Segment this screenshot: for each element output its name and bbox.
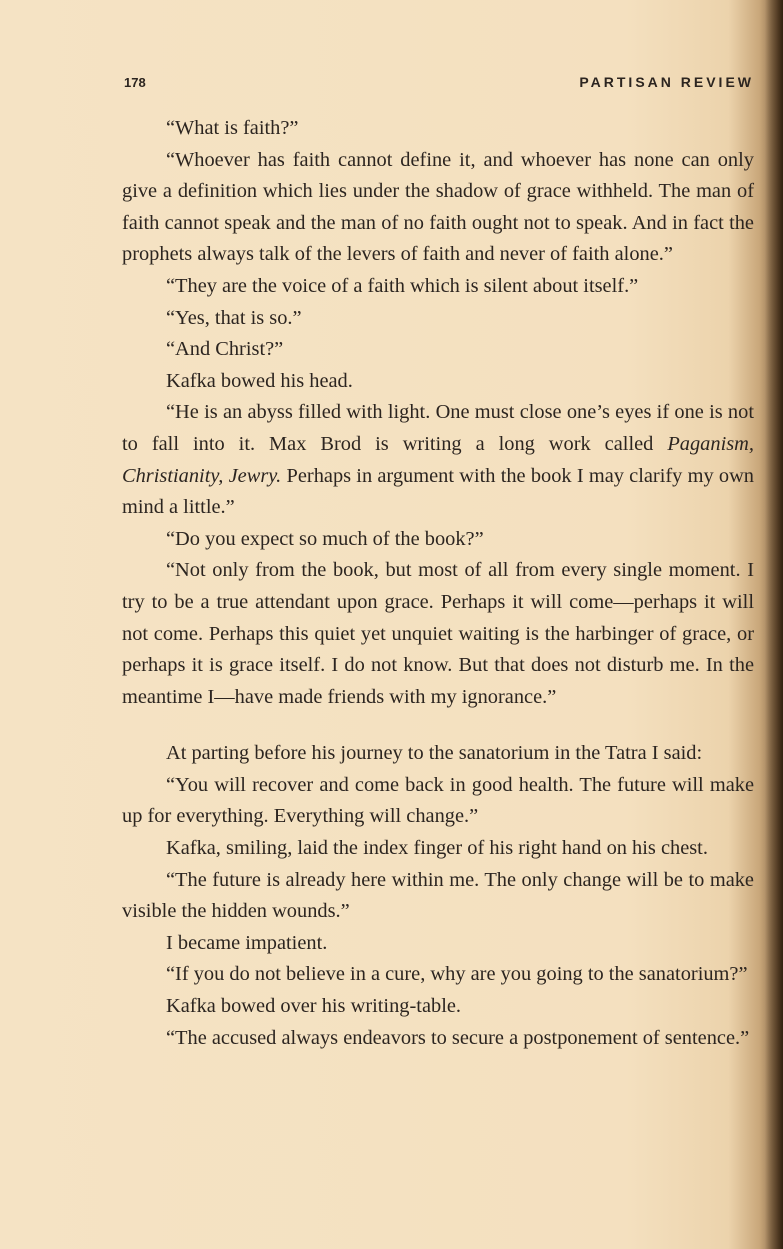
book-title: Paganism, Christianity, Jewry.	[122, 432, 754, 487]
paragraph: Kafka bowed his head.	[166, 369, 353, 392]
page-gutter-shadow	[765, 0, 783, 1249]
paragraph: “Whoever has faith cannot define it, and whoever has none can only give a definition which lies under the shadow of grace withheld. The man of faith cannot speak and the man of no faith ought not to speak. And in fact the prophets always talk of the levers of faith and never of faith alone.”	[122, 148, 754, 266]
paragraph: Kafka, smiling, laid the index finger of his right hand on his chest.	[166, 837, 708, 860]
paragraph: “The future is already here within me. The only change will be to make visible the hidden wounds.”	[122, 868, 754, 923]
body-text	[122, 113, 754, 1054]
paragraph: “If you do not believe in a cure, why are you going to the sanatorium?”	[166, 963, 748, 986]
paragraph-text: Perhaps in argument with the book I may clarify my own mind a little.”	[122, 464, 754, 519]
paragraph: Kafka bowed over his writing-table.	[166, 995, 462, 1018]
running-header	[124, 72, 754, 96]
paragraph: I became impatient.	[166, 931, 328, 954]
paragraph: At parting before his journey to the sanatorium in the Tatra I said:	[166, 742, 703, 765]
paragraph: “Yes, that is so.”	[166, 306, 302, 329]
paragraph: “And Christ?”	[166, 338, 284, 361]
paragraph: “The accused always endeavors to secure a postponement of sentence.”	[166, 1026, 750, 1049]
paragraph	[122, 397, 754, 523]
paragraph: “Not only from the book, but most of all from every single moment. I try to be a true attendant upon grace. Perhaps it will come—perhaps it will not come. Perhaps this quiet yet unquiet waiting is the harbinger of grace, or perhaps it is grace itself. I do not know. But that does not disturb me. In the meantime I—have made friends with my ignorance.”	[122, 559, 754, 708]
page-number: 178	[124, 75, 146, 90]
paragraph: “What is faith?”	[166, 117, 299, 139]
paragraph: “You will recover and come back in good health. The future will make up for everything. Everything will change.”	[122, 773, 754, 828]
paragraph: “Do you expect so much of the book?”	[166, 527, 484, 550]
running-head-title: PARTISAN REVIEW	[579, 74, 754, 90]
paragraph: “They are the voice of a faith which is silent about itself.”	[166, 274, 639, 297]
paragraph-text: “He is an abyss filled with light. One must close one’s eyes if one is not to fall into it. Max Brod is writing a long work called	[122, 401, 754, 455]
